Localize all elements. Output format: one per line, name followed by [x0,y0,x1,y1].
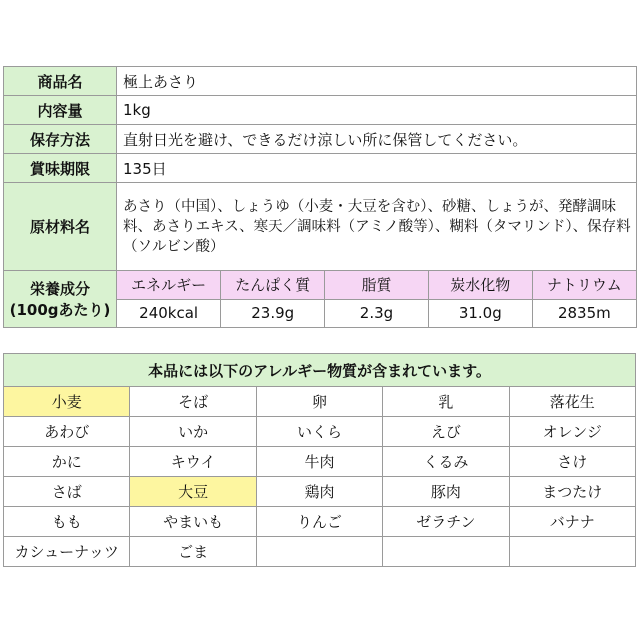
product-name: 極上あさり [117,67,637,96]
allergy-cell: まつたけ [509,477,635,507]
allergy-cell [383,537,509,567]
nutrition-header-carbs: 炭水化物 [428,271,532,299]
nutrition-label-line2: (100gあたり) [9,301,111,319]
ingredients-label: 原材料名 [4,183,117,271]
allergy-cell: さけ [509,447,635,477]
allergy-cell: そば [130,387,256,417]
storage-label: 保存方法 [4,125,117,154]
nutrition-label-line1: 栄養成分 [29,280,90,298]
ingredients-text: あさり（中国）、しょうゆ（小麦・大豆を含む）、砂糖、しょうが、発酵調味料、あさりエキス、寒天／調味料（アミノ酸等）、糊料（タマリンド）、保存料（ソルビン酸） [117,183,637,271]
nutrition-label [4,271,117,328]
nutrition-value-energy: 240kcal [139,304,199,323]
allergy-cell: くるみ [383,447,509,477]
allergy-cell [509,537,635,567]
allergy-cell: 卵 [256,387,382,417]
allergy-cell: オレンジ [509,417,635,447]
name-label: 商品名 [4,67,117,96]
allergy-cell: キウイ [130,447,256,477]
expiry-label: 賞味期限 [4,154,117,183]
allergy-cell: もも [4,507,130,537]
allergy-cell: 小麦 [4,387,130,417]
nutrition-cell [117,271,637,328]
allergy-cell: 落花生 [509,387,635,417]
allergy-cell: 豚肉 [383,477,509,507]
allergy-cell [256,537,382,567]
nutrition-header-protein: たんぱく質 [221,271,325,299]
nutrition-header-fat: 脂質 [325,271,429,299]
nutrition-header-sodium: ナトリウム [532,271,636,299]
allergy-header: 本品には以下のアレルギー物質が含まれています。 [4,354,636,387]
nutrition-header-energy: エネルギー [117,271,221,299]
nutrition-value-protein: 23.9g [221,299,325,327]
allergy-cell: カシューナッツ [4,537,130,567]
allergy-cell: やまいも [130,507,256,537]
allergy-cell: かに [4,447,130,477]
content-amount: 1kg [117,96,637,125]
allergy-cell: いくら [256,417,382,447]
allergy-cell: いか [130,417,256,447]
allergy-cell: ゼラチン [383,507,509,537]
expiry-period: 135日 [117,154,637,183]
nutrition-value-sodium: 2835m [532,299,636,327]
allergy-cell: りんご [256,507,382,537]
nutrition-table [117,271,636,327]
allergy-cell: バナナ [509,507,635,537]
storage-method: 直射日光を避け、できるだけ涼しい所に保管してください。 [117,125,637,154]
allergy-cell: えび [383,417,509,447]
allergy-cell: 乳 [383,387,509,417]
nutrition-value-fat: 2.3g [325,299,429,327]
content-label: 内容量 [4,96,117,125]
allergy-cell: 鶏肉 [256,477,382,507]
allergy-table [3,353,636,567]
allergy-cell: さば [4,477,130,507]
allergy-cell: ごま [130,537,256,567]
nutrition-value-carbs: 31.0g [428,299,532,327]
allergy-cell: 大豆 [130,477,256,507]
product-info-table [3,66,637,328]
allergy-cell: 牛肉 [256,447,382,477]
allergy-cell: あわび [4,417,130,447]
